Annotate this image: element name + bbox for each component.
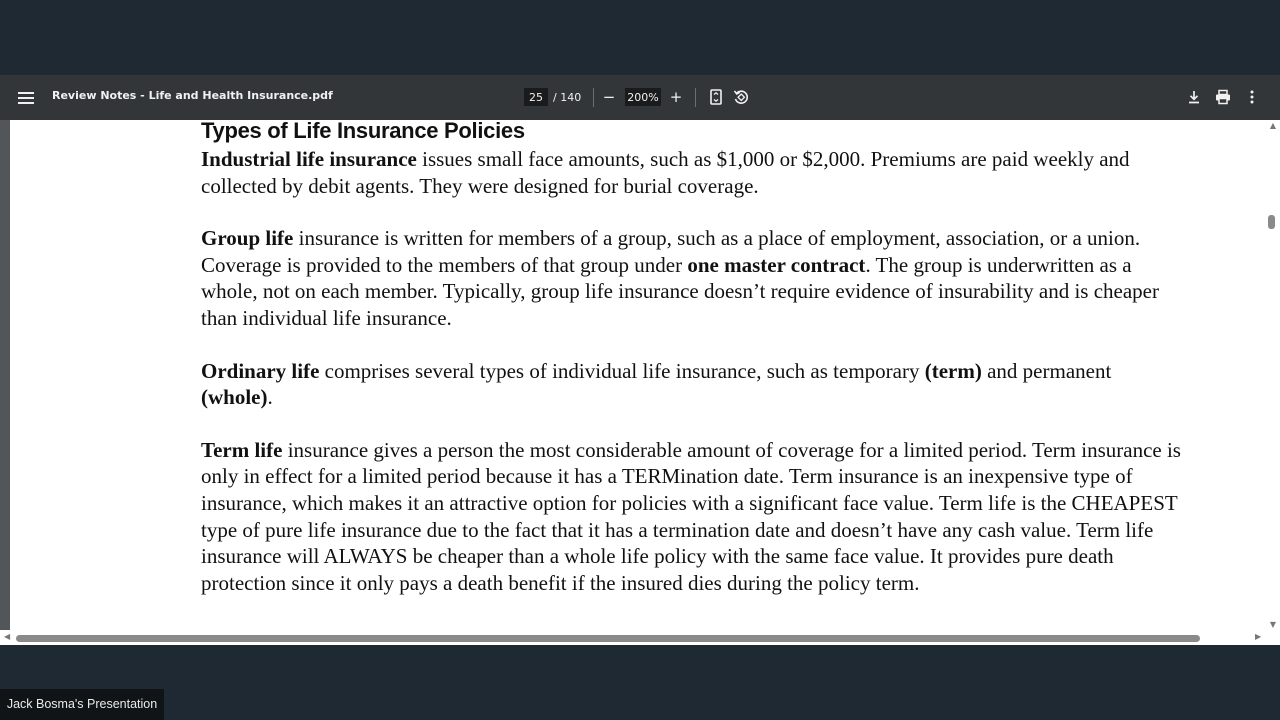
term-bold: Ordinary life [201, 358, 320, 383]
term-bold: Industrial life insurance [201, 147, 417, 171]
paragraph-text: . [267, 385, 273, 410]
paragraph-text: . The group is underwritten as a whole, not on each member. Typically, group life insurance doesn’t require evidence of insurability and is cheaper than individual life insurance. [201, 252, 1159, 330]
print-icon[interactable] [1214, 88, 1232, 106]
page-content [201, 120, 1181, 622]
download-icon[interactable] [1185, 88, 1203, 106]
toolbar-divider [695, 88, 696, 107]
document-title: Review Notes - Life and Health Insurance.pdf [52, 89, 333, 102]
vertical-scrollbar[interactable] [1266, 120, 1280, 630]
horizontal-scroll-thumb[interactable] [16, 635, 1200, 642]
rotate-icon[interactable] [732, 88, 750, 106]
scroll-left-arrow-icon[interactable]: ◀ [4, 632, 11, 641]
pdf-viewer [0, 75, 1280, 645]
zoom-out-button[interactable]: − [602, 88, 616, 106]
page-number-input[interactable] [524, 88, 548, 106]
more-vert-icon[interactable] [1243, 88, 1261, 106]
paragraph-text: and permanent [981, 358, 1112, 383]
fit-page-icon[interactable] [707, 88, 725, 106]
term-bold: Group life [201, 226, 294, 251]
paragraph-text: insurance gives a person the most considerable amount of coverage for a limited period. Term insurance is only in effect for a limited period because it has a TERMination date. Term insurance is an inexpensive type of insurance, which makes it an attractive option for policies with a significant face value. Term life is the CHEAPEST type of pure life insurance due to the fact that it has a termination date and doesn’t have any cash value. Term life insurance will ALWAYS be cheaper than a whole life policy with the same face value. It provides pure death protection since it only pays a death benefit if the insured dies during the policy term. [201, 437, 1181, 595]
emphasis-bold: one master contract [687, 252, 866, 277]
paragraph-ordinary-life [201, 358, 1181, 411]
paragraph-text: issues small face amounts, such as $1,000 or $2,000. Premiums are paid weekly and collected by debit agents. They were designed for burial coverage. [201, 147, 1130, 198]
emphasis-bold: (whole) [201, 385, 268, 410]
presenter-name-label: Jack Bosma's Presentation [0, 689, 164, 720]
paragraph-text: insurance is written for members of a group, such as a place of employment, association, or a union. Coverage is provided to the members of that group under [201, 226, 1141, 277]
paragraph-group-life [201, 225, 1181, 331]
scroll-down-arrow-icon[interactable]: ▼ [1269, 620, 1277, 629]
section-heading: Types of Life Insurance Policies [201, 120, 525, 143]
paragraph-term-life [201, 437, 1181, 597]
menu-icon[interactable] [18, 89, 34, 106]
zoom-in-button[interactable]: + [669, 88, 683, 106]
scroll-right-arrow-icon[interactable]: ▶ [1255, 632, 1262, 641]
zoom-input[interactable] [625, 88, 661, 106]
page-total: / 140 [553, 91, 582, 104]
scroll-up-arrow-icon[interactable]: ▲ [1269, 121, 1277, 130]
paragraph-text: comprises several types of individual life insurance, such as temporary [319, 358, 925, 383]
document-area[interactable] [0, 120, 1280, 645]
vertical-scroll-thumb[interactable] [1268, 215, 1275, 229]
term-bold: Term life [201, 437, 283, 462]
paragraph-industrial-life [201, 146, 1181, 199]
emphasis-bold: (term) [924, 358, 982, 383]
toolbar-divider [593, 88, 594, 107]
pdf-page [10, 120, 1266, 630]
pdf-toolbar [0, 75, 1280, 120]
